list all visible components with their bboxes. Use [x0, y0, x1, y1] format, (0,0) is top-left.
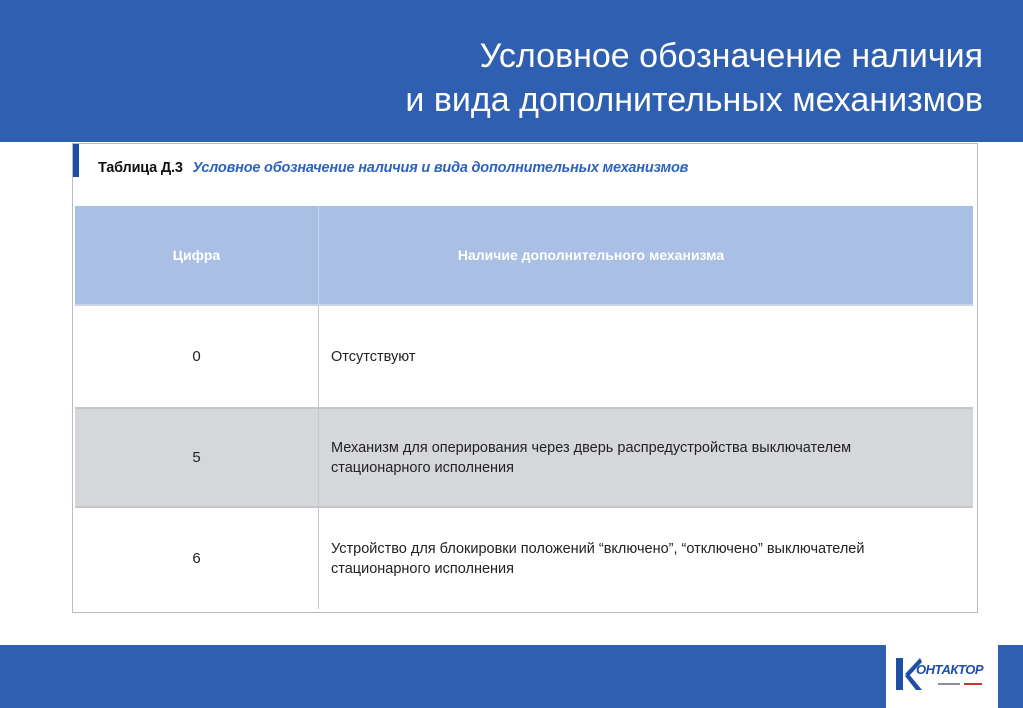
row-description-text: Устройство для блокировки положений “включено”, “отключено” выключателей стационарного исполнения [331, 540, 865, 577]
row-description [319, 508, 973, 609]
table-row [75, 306, 973, 407]
logo-subline [938, 680, 988, 690]
table-header-row [75, 206, 973, 306]
caption-title: Условное обозначение наличия и вида дополнительных механизмов [192, 160, 689, 176]
row-digit: 5 [75, 409, 319, 506]
header-mechanism: Наличие дополнительного механизма [457, 247, 725, 263]
slide-title-line-1: Условное обозначение наличия [479, 37, 983, 75]
caption-marker [73, 144, 79, 177]
caption-label: Таблица Д.3 [98, 160, 183, 176]
table-row [75, 508, 973, 609]
slide-title-line-2: и вида дополнительных механизмов [405, 81, 983, 119]
header-digit: Цифра [75, 206, 319, 304]
row-description [319, 409, 973, 506]
slide-title [83, 34, 983, 122]
table-row [75, 407, 973, 508]
row-digit: 0 [75, 306, 319, 407]
footer-band [0, 645, 1023, 708]
logo-text: ОНТАКТОР [916, 662, 984, 677]
row-description-text: Механизм для оперирования через дверь распредустройства выключателем стационарного исполнения [331, 439, 852, 476]
company-logo [886, 640, 998, 708]
row-description: Отсутствуют [331, 348, 416, 365]
table-figure [72, 143, 978, 613]
table-caption [98, 160, 688, 176]
row-digit: 6 [75, 508, 319, 609]
mechanism-table [75, 206, 973, 609]
